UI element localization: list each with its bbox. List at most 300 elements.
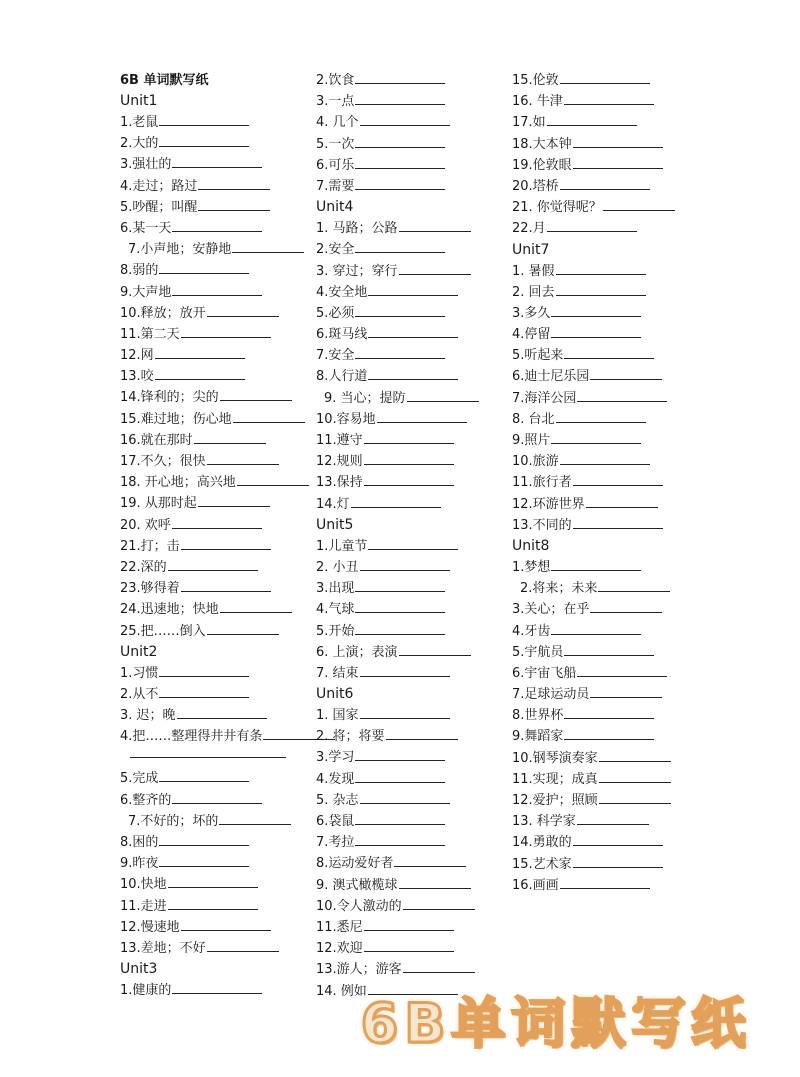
answer-blank[interactable] (573, 854, 663, 868)
answer-blank[interactable] (360, 557, 450, 571)
word-item (316, 557, 506, 578)
word-prompt: 3.多久 (512, 305, 551, 321)
answer-blank[interactable] (172, 154, 262, 168)
word-prompt: 13.保持 (316, 475, 363, 491)
word-item (316, 494, 506, 515)
word-item (316, 536, 506, 557)
word-prompt: 12.慢速地 (120, 919, 180, 935)
answer-blank[interactable] (577, 811, 649, 825)
word-item (316, 218, 506, 239)
title-banner-watermark: 6B单词默写纸 (360, 991, 752, 1055)
answer-blank[interactable] (159, 768, 249, 782)
word-item (512, 705, 702, 726)
unit3-list-a (120, 980, 310, 1001)
answer-blank[interactable] (364, 917, 454, 931)
word-prompt: 15.伦敦 (512, 73, 559, 88)
word-prompt: 23.够得着 (120, 581, 180, 597)
word-item (120, 705, 310, 726)
word-item (120, 536, 310, 557)
word-item (120, 472, 310, 493)
word-item (316, 472, 506, 493)
answer-blank[interactable] (159, 133, 249, 147)
word-item (512, 218, 702, 239)
word-prompt: 22.月 (512, 221, 546, 237)
word-prompt: 7.小声地；安静地 (128, 242, 232, 258)
word-prompt: 10.快地 (120, 877, 167, 893)
word-prompt: 9. 澳式橄榄球 (316, 877, 398, 893)
answer-blank[interactable] (364, 430, 454, 444)
word-prompt: 13.不同的 (512, 517, 572, 533)
answer-blank[interactable] (564, 345, 654, 359)
word-item (512, 748, 702, 769)
word-item (120, 578, 310, 599)
answer-blank[interactable] (399, 875, 471, 889)
word-prompt: 9.照片 (512, 433, 551, 448)
answer-blank[interactable] (564, 642, 654, 656)
answer-blank[interactable] (159, 663, 249, 677)
answer-blank[interactable] (172, 980, 262, 994)
word-item (316, 430, 506, 451)
answer-blank[interactable] (368, 282, 458, 296)
word-prompt: 8.世界杯 (512, 708, 564, 724)
word-item (120, 684, 310, 705)
word-prompt: 1.梦想 (512, 559, 551, 575)
answer-blank[interactable] (194, 430, 266, 444)
word-item (512, 790, 702, 811)
word-prompt: 6.某一天 (120, 220, 172, 236)
word-prompt: 8.弱的 (120, 263, 159, 279)
word-item (512, 366, 702, 387)
word-item (120, 790, 310, 811)
word-prompt: 11.悉尼 (316, 919, 363, 935)
answer-blank[interactable] (590, 366, 662, 380)
word-item (120, 938, 310, 959)
word-item (316, 345, 506, 366)
word-item (512, 769, 702, 790)
answer-blank[interactable] (207, 621, 279, 635)
answer-blank[interactable] (360, 112, 450, 126)
answer-blank[interactable] (364, 472, 454, 486)
word-prompt: 5.吵醒；叫醒 (120, 199, 198, 215)
answer-blank[interactable] (551, 557, 641, 571)
word-item (316, 705, 506, 726)
answer-blank[interactable] (237, 472, 309, 486)
answer-blank[interactable] (198, 176, 270, 190)
answer-blank[interactable] (355, 134, 445, 148)
answer-blank[interactable] (355, 239, 445, 253)
answer-blank[interactable] (159, 684, 249, 698)
word-prompt: 4.牙齿 (512, 623, 551, 639)
word-prompt: 1. 马路；公路 (316, 221, 398, 237)
answer-blank[interactable] (159, 112, 249, 126)
answer-blank[interactable] (355, 70, 445, 84)
answer-blank[interactable] (599, 790, 671, 804)
word-item (512, 494, 702, 515)
word-item (120, 218, 310, 239)
word-prompt: 11.遵守 (316, 433, 363, 448)
answer-blank[interactable] (577, 663, 667, 677)
answer-blank[interactable] (364, 938, 454, 952)
unit2-list-a (120, 663, 310, 748)
word-item (512, 176, 702, 197)
answer-blank[interactable] (403, 896, 475, 910)
word-item (120, 303, 310, 324)
answer-blank[interactable] (355, 176, 445, 190)
word-item (316, 790, 506, 811)
word-item (120, 663, 310, 684)
answer-blank[interactable] (159, 260, 249, 274)
word-prompt: 1.儿童节 (316, 538, 368, 554)
answer-blank[interactable] (573, 134, 663, 148)
word-prompt: 21. 你觉得呢？ (512, 200, 602, 216)
word-item (120, 154, 310, 175)
word-item (316, 578, 506, 599)
answer-blank[interactable] (355, 811, 445, 825)
word-prompt: 7.足球运动员 (512, 687, 590, 703)
word-item (120, 430, 310, 451)
word-prompt: 17.如 (512, 115, 546, 131)
answer-blank[interactable] (159, 853, 249, 867)
answer-blank[interactable] (399, 218, 471, 232)
unit2-list-b (120, 768, 310, 959)
word-item (316, 91, 506, 112)
word-prompt: 4.停留 (512, 327, 551, 343)
answer-blank[interactable] (177, 705, 267, 719)
word-item (120, 811, 310, 832)
word-prompt: 9. 当心；提防 (324, 390, 406, 406)
word-prompt: 6. 上演；表演 (316, 644, 398, 660)
word-item (316, 959, 506, 980)
word-prompt: 24.迅速地；快地 (120, 602, 219, 618)
word-prompt: 1.健康的 (120, 983, 172, 999)
answer-blank[interactable] (386, 726, 458, 740)
answer-blank[interactable] (168, 874, 258, 888)
answer-blank[interactable] (564, 705, 654, 719)
answer-blank[interactable] (368, 536, 458, 550)
word-item (316, 642, 506, 663)
word-item (512, 811, 702, 832)
word-prompt: 3.关心；在乎 (512, 602, 590, 618)
word-prompt: 16.就在那时 (120, 432, 193, 448)
word-item (120, 768, 310, 789)
answer-blank[interactable] (551, 430, 641, 444)
answer-blank[interactable] (181, 536, 271, 550)
answer-blank[interactable] (599, 769, 671, 783)
word-item (120, 621, 310, 642)
word-prompt: 8. 台北 (512, 411, 555, 427)
answer-blank[interactable] (407, 388, 479, 402)
unit7-heading: Unit7 (512, 241, 550, 258)
answer-blank[interactable] (360, 663, 450, 677)
unit4-list (316, 218, 506, 515)
unit6-list-b (512, 70, 702, 240)
word-item (120, 409, 310, 430)
word-item (512, 621, 702, 642)
word-prompt: 16. 牛津 (512, 94, 563, 110)
word-prompt: 4.把……整理得井井有条 (120, 729, 263, 745)
answer-blank[interactable] (598, 578, 670, 592)
unit5-heading: Unit5 (316, 516, 354, 533)
word-item (120, 726, 310, 747)
answer-blank[interactable] (573, 832, 663, 846)
word-item (120, 515, 310, 536)
word-item (316, 896, 506, 917)
word-item (120, 345, 310, 366)
answer-blank[interactable] (556, 261, 646, 275)
answer-blank[interactable] (168, 896, 258, 910)
word-item (120, 451, 310, 472)
word-item (512, 91, 702, 112)
word-item (512, 451, 702, 472)
unit3-heading: Unit3 (120, 961, 158, 978)
word-prompt: 10.钢琴演奏家 (512, 750, 598, 766)
answer-blank[interactable] (403, 959, 475, 973)
answer-blank[interactable] (560, 176, 650, 190)
word-item (512, 388, 702, 409)
word-item (512, 684, 702, 705)
word-item (512, 854, 702, 875)
answer-blank[interactable] (560, 70, 650, 84)
word-item (316, 366, 506, 387)
word-prompt: 25.把……倒入 (120, 623, 206, 639)
answer-blank[interactable] (355, 769, 445, 783)
word-item (120, 874, 310, 895)
word-item (120, 260, 310, 281)
word-item (512, 875, 702, 896)
unit7-list (512, 261, 702, 536)
page-title: 6B 单词默写纸 (120, 73, 209, 88)
answer-blank[interactable] (599, 748, 671, 762)
word-prompt: 5. 杂志 (316, 792, 359, 808)
answer-blank[interactable] (159, 832, 249, 846)
answer-blank[interactable] (368, 366, 458, 380)
word-prompt: 12.爱护；照顾 (512, 793, 598, 808)
answer-blank[interactable] (551, 303, 641, 317)
word-item (316, 70, 506, 91)
word-prompt: 17.不久；很快 (120, 454, 206, 469)
word-prompt: 10.容易地 (316, 411, 376, 427)
answer-blank[interactable] (364, 451, 454, 465)
word-item (120, 917, 310, 938)
answer-blank[interactable] (355, 578, 445, 592)
word-item (316, 239, 506, 260)
word-prompt: 14.勇敢的 (512, 835, 572, 851)
word-item (316, 282, 506, 303)
answer-blank[interactable] (351, 494, 441, 508)
column-left (120, 70, 310, 1001)
answer-blank[interactable] (355, 747, 445, 761)
word-item (120, 387, 310, 408)
answer-blank[interactable] (368, 324, 458, 338)
word-item (512, 557, 702, 578)
answer-blank[interactable] (207, 303, 279, 317)
word-prompt: 13.差地；不好 (120, 940, 206, 956)
answer-blank[interactable] (590, 599, 662, 613)
word-prompt: 12.欢迎 (316, 941, 363, 957)
answer-blank[interactable] (399, 642, 471, 656)
word-prompt: 3. 迟；晚 (120, 708, 176, 724)
word-item (316, 134, 506, 155)
answer-blank[interactable] (586, 494, 658, 508)
word-prompt: 4.走过；路过 (120, 178, 198, 194)
answer-blank[interactable] (556, 282, 646, 296)
word-prompt: 5.完成 (120, 771, 159, 787)
answer-blank[interactable] (355, 599, 445, 613)
word-prompt: 7.安全 (316, 348, 355, 364)
word-prompt: 2.将来；未来 (520, 581, 598, 597)
word-item (512, 599, 702, 620)
word-item (316, 261, 506, 282)
word-prompt: 6.袋鼠 (316, 814, 355, 829)
word-prompt: 9.昨夜 (120, 856, 159, 872)
word-prompt: 5.宇航员 (512, 644, 564, 660)
word-prompt: 2.安全 (316, 242, 355, 258)
answer-blank[interactable] (377, 409, 467, 423)
answer-blank[interactable] (551, 621, 641, 635)
word-item (316, 176, 506, 197)
word-item (316, 832, 506, 853)
word-item (316, 388, 506, 409)
answer-blank[interactable] (573, 515, 663, 529)
answer-blank[interactable] (560, 875, 650, 889)
answer-blank[interactable] (355, 621, 445, 635)
word-item (120, 112, 310, 133)
word-item (512, 832, 702, 853)
word-prompt: 8.人行道 (316, 369, 368, 385)
answer-blank[interactable] (220, 387, 292, 401)
answer-blank[interactable] (360, 790, 450, 804)
word-prompt: 4. 几个 (316, 115, 359, 131)
word-prompt: 11.实现；成真 (512, 771, 598, 787)
answer-blank[interactable] (168, 557, 258, 571)
word-prompt: 11.走进 (120, 898, 167, 914)
word-prompt: 5.一次 (316, 136, 355, 152)
word-item (120, 896, 310, 917)
answer-blank-long[interactable] (120, 747, 310, 768)
answer-blank[interactable] (355, 832, 445, 846)
word-item (512, 663, 702, 684)
answer-blank[interactable] (556, 409, 646, 423)
word-prompt: 10.令人激动的 (316, 898, 402, 914)
word-item (120, 239, 310, 260)
word-item (512, 197, 702, 218)
answer-blank[interactable] (355, 91, 445, 105)
word-item (120, 282, 310, 303)
answer-blank[interactable] (181, 917, 271, 931)
answer-blank[interactable] (399, 261, 471, 275)
word-item (120, 980, 310, 1001)
answer-blank[interactable] (155, 345, 245, 359)
answer-blank[interactable] (198, 197, 270, 211)
unit2-heading: Unit2 (120, 643, 158, 660)
word-prompt: 18. 开心地；高兴地 (120, 475, 236, 491)
answer-blank[interactable] (564, 726, 654, 740)
word-prompt: 20. 欢呼 (120, 517, 171, 533)
answer-blank[interactable] (233, 409, 305, 423)
word-item (316, 938, 506, 959)
word-prompt: 14.锋利的；尖的 (120, 390, 219, 406)
word-prompt: 3.一点 (316, 94, 355, 110)
answer-blank[interactable] (181, 324, 271, 338)
unit4-heading: Unit4 (316, 199, 354, 216)
word-prompt: 3.强壮的 (120, 157, 172, 173)
answer-blank[interactable] (172, 790, 262, 804)
answer-blank[interactable] (564, 91, 654, 105)
answer-blank[interactable] (355, 155, 445, 169)
answer-blank[interactable] (560, 451, 650, 465)
word-prompt: 2.饮食 (316, 73, 355, 88)
word-item (120, 557, 310, 578)
word-prompt: 5.必须 (316, 305, 355, 321)
answer-blank[interactable] (360, 705, 450, 719)
word-item (316, 303, 506, 324)
answer-blank[interactable] (577, 388, 667, 402)
word-item (512, 261, 702, 282)
word-item (512, 642, 702, 663)
word-prompt: 4.安全地 (316, 284, 368, 300)
unit8-list (512, 557, 702, 896)
unit1-heading: Unit1 (120, 93, 158, 109)
word-item (512, 70, 702, 91)
answer-blank[interactable] (207, 451, 279, 465)
word-prompt: 13.游人；游客 (316, 962, 402, 978)
answer-blank[interactable] (181, 578, 271, 592)
answer-blank[interactable] (551, 324, 641, 338)
answer-blank[interactable] (220, 599, 292, 613)
word-prompt: 8.运动爱好者 (316, 856, 394, 872)
answer-blank[interactable] (172, 218, 262, 232)
answer-blank[interactable] (172, 515, 262, 529)
answer-blank[interactable] (603, 197, 675, 211)
word-item (512, 472, 702, 493)
word-prompt: 11.第二天 (120, 326, 180, 342)
answer-blank[interactable] (590, 684, 662, 698)
word-prompt: 2. 将；将要 (316, 729, 385, 745)
word-prompt: 4.气球 (316, 602, 355, 618)
unit5-list (316, 536, 506, 684)
word-item (512, 430, 702, 451)
answer-blank[interactable] (394, 853, 466, 867)
answer-blank[interactable] (547, 112, 637, 126)
answer-blank[interactable] (172, 282, 262, 296)
answer-blank[interactable] (207, 938, 279, 952)
word-prompt: 19.伦敦眼 (512, 157, 572, 173)
answer-blank[interactable] (573, 155, 663, 169)
word-prompt: 12.环游世界 (512, 496, 585, 512)
answer-blank[interactable] (155, 366, 245, 380)
answer-blank[interactable] (232, 239, 304, 253)
answer-blank[interactable] (355, 303, 445, 317)
answer-blank[interactable] (547, 218, 637, 232)
word-item (120, 176, 310, 197)
answer-blank[interactable] (219, 811, 291, 825)
word-item (512, 578, 702, 599)
answer-blank[interactable] (573, 472, 663, 486)
word-item (316, 155, 506, 176)
word-item (512, 324, 702, 345)
answer-blank[interactable] (198, 493, 270, 507)
word-item (316, 621, 506, 642)
word-prompt: 7.海洋公园 (512, 390, 577, 406)
word-prompt: 18.大本钟 (512, 136, 572, 152)
word-item (316, 451, 506, 472)
word-prompt: 14.灯 (316, 496, 350, 512)
word-item (120, 324, 310, 345)
answer-blank[interactable] (355, 345, 445, 359)
word-prompt: 2. 回去 (512, 284, 555, 300)
word-item (316, 853, 506, 874)
word-item (316, 324, 506, 345)
